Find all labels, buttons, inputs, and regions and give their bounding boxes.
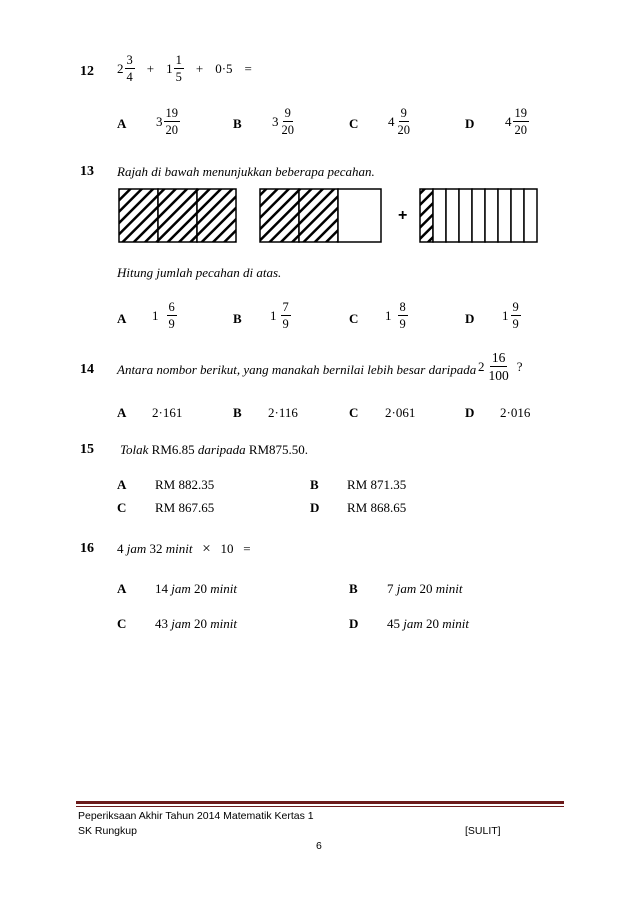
q16-option-d-letter: D xyxy=(349,616,359,631)
q15-option-c[interactable]: RM 867.65 xyxy=(155,500,215,515)
bar-3-part-4 xyxy=(459,189,472,242)
bar-3-part-8 xyxy=(511,189,524,242)
q16-option-d[interactable]: 45 jam 20 minit xyxy=(387,616,469,631)
plus-sign: + xyxy=(195,60,204,76)
q15-option-b[interactable]: RM 871.35 xyxy=(347,477,407,492)
fraction-bar-1 xyxy=(119,189,236,242)
q15-option-a[interactable]: RM 882.35 xyxy=(155,477,215,492)
q12-option-c[interactable]: 4 $\frac{9}{20}$ xyxy=(388,106,410,137)
q14-option-a-letter: A xyxy=(117,405,127,420)
q14-option-a[interactable]: 2·161 xyxy=(152,405,183,420)
q15-option-d[interactable]: RM 868.65 xyxy=(347,500,407,515)
q12-option-a-letter: A xyxy=(117,116,127,131)
q12-option-d-letter: D xyxy=(465,116,475,131)
fraction-bar-2 xyxy=(260,189,381,242)
q13-option-d[interactable]: 1 $\frac{9}{9}$ xyxy=(502,300,519,331)
q14-option-c-letter: C xyxy=(349,405,359,420)
fraction-diagram xyxy=(110,185,540,247)
q16-option-a[interactable]: 14 jam 20 minit xyxy=(155,581,237,596)
q14-option-b-letter: B xyxy=(233,405,242,420)
bar-1-part-2 xyxy=(158,189,197,242)
q14-reference-number: 2 $\frac{16}{100}$ ? xyxy=(478,350,523,383)
q16-option-a-letter: A xyxy=(117,581,127,596)
bar-3-part-2 xyxy=(433,189,446,242)
question-number-14: 14 xyxy=(80,362,94,377)
question-number-13: 13 xyxy=(80,164,94,179)
q15-stem: Tolak RM6.85 daripada RM875.50. xyxy=(120,442,309,457)
footer-rule-thin xyxy=(76,806,564,807)
footer-rule-thick xyxy=(76,801,564,804)
q13-instruction: Hitung jumlah pecahan di atas. xyxy=(117,265,282,280)
q16-stem: 4 jam 32 minit × 10 = xyxy=(117,541,251,557)
q15-option-a-letter: A xyxy=(117,477,127,492)
q12-term-3: 0·5 xyxy=(215,60,233,76)
q12-option-c-letter: C xyxy=(349,116,359,131)
q12-option-d[interactable]: 4 $\frac{19}{20}$ xyxy=(505,106,527,137)
footer-exam-title: Peperiksaan Akhir Tahun 2014 Matematik Kertas 1 xyxy=(78,810,314,822)
bar-3-part-9 xyxy=(524,189,537,242)
bar-2-part-3 xyxy=(338,189,381,242)
plus-sign: + xyxy=(146,60,155,76)
q16-option-c-letter: C xyxy=(117,616,127,631)
q13-option-c-letter: C xyxy=(349,311,359,326)
q12-term-1: 2 $\frac{3}{4}$ xyxy=(117,53,133,84)
q13-option-d-letter: D xyxy=(465,311,475,326)
bar-3-part-6 xyxy=(485,189,498,242)
question-number-16: 16 xyxy=(80,541,94,556)
bar-1-part-3 xyxy=(197,189,236,242)
bar-2-part-2 xyxy=(299,189,338,242)
fraction-bar-3 xyxy=(420,189,537,242)
q15-option-b-letter: B xyxy=(310,477,319,492)
q13-option-b[interactable]: 1 $\frac{7}{9}$ xyxy=(270,300,289,331)
q13-option-a-letter: A xyxy=(117,311,127,326)
q12-option-b[interactable]: 3 $\frac{9}{20}$ xyxy=(272,106,294,137)
q12-term-2: 1 $\frac{1}{5}$ xyxy=(166,53,182,84)
bar-3-part-3 xyxy=(446,189,459,242)
q16-option-c[interactable]: 43 jam 20 minit xyxy=(155,616,237,631)
q14-option-c[interactable]: 2·061 xyxy=(385,405,416,420)
diagram-plus-sign: + xyxy=(398,207,408,224)
q13-stem: Rajah di bawah menunjukkan beberapa pecahan. xyxy=(117,164,375,179)
bar-1-part-1 xyxy=(119,189,158,242)
footer-classification: [SULIT] xyxy=(465,825,501,837)
q13-option-b-letter: B xyxy=(233,311,242,326)
bar-2-part-1 xyxy=(260,189,299,242)
bar-3-part-7 xyxy=(498,189,511,242)
q16-option-b-letter: B xyxy=(349,581,358,596)
page-number: 6 xyxy=(316,840,322,852)
q12-expression xyxy=(117,53,252,84)
q14-option-b[interactable]: 2·116 xyxy=(268,405,298,420)
question-number-12: 12 xyxy=(80,64,94,79)
bar-3-part-5 xyxy=(472,189,485,242)
q13-option-a[interactable]: 1 $\frac{6}{9}$ xyxy=(152,300,175,331)
question-number-15: 15 xyxy=(80,442,94,457)
equals-sign: = xyxy=(244,60,252,76)
q15-option-d-letter: D xyxy=(310,500,320,515)
footer-school-name: SK Rungkup xyxy=(78,825,137,837)
q14-option-d-letter: D xyxy=(465,405,475,420)
q14-stem: Antara nombor berikut, yang manakah bernilai lebih besar daripada xyxy=(117,362,477,377)
q16-option-b[interactable]: 7 jam 20 minit xyxy=(387,581,463,596)
q15-option-c-letter: C xyxy=(117,500,127,515)
q13-option-c[interactable]: 1 $\frac{8}{9}$ xyxy=(385,300,406,331)
bar-3-part-1 xyxy=(420,189,433,242)
q14-option-d[interactable]: 2·016 xyxy=(500,405,531,420)
q12-option-b-letter: B xyxy=(233,116,242,131)
q12-option-a[interactable]: 3 $\frac{19}{20}$ xyxy=(156,106,178,137)
